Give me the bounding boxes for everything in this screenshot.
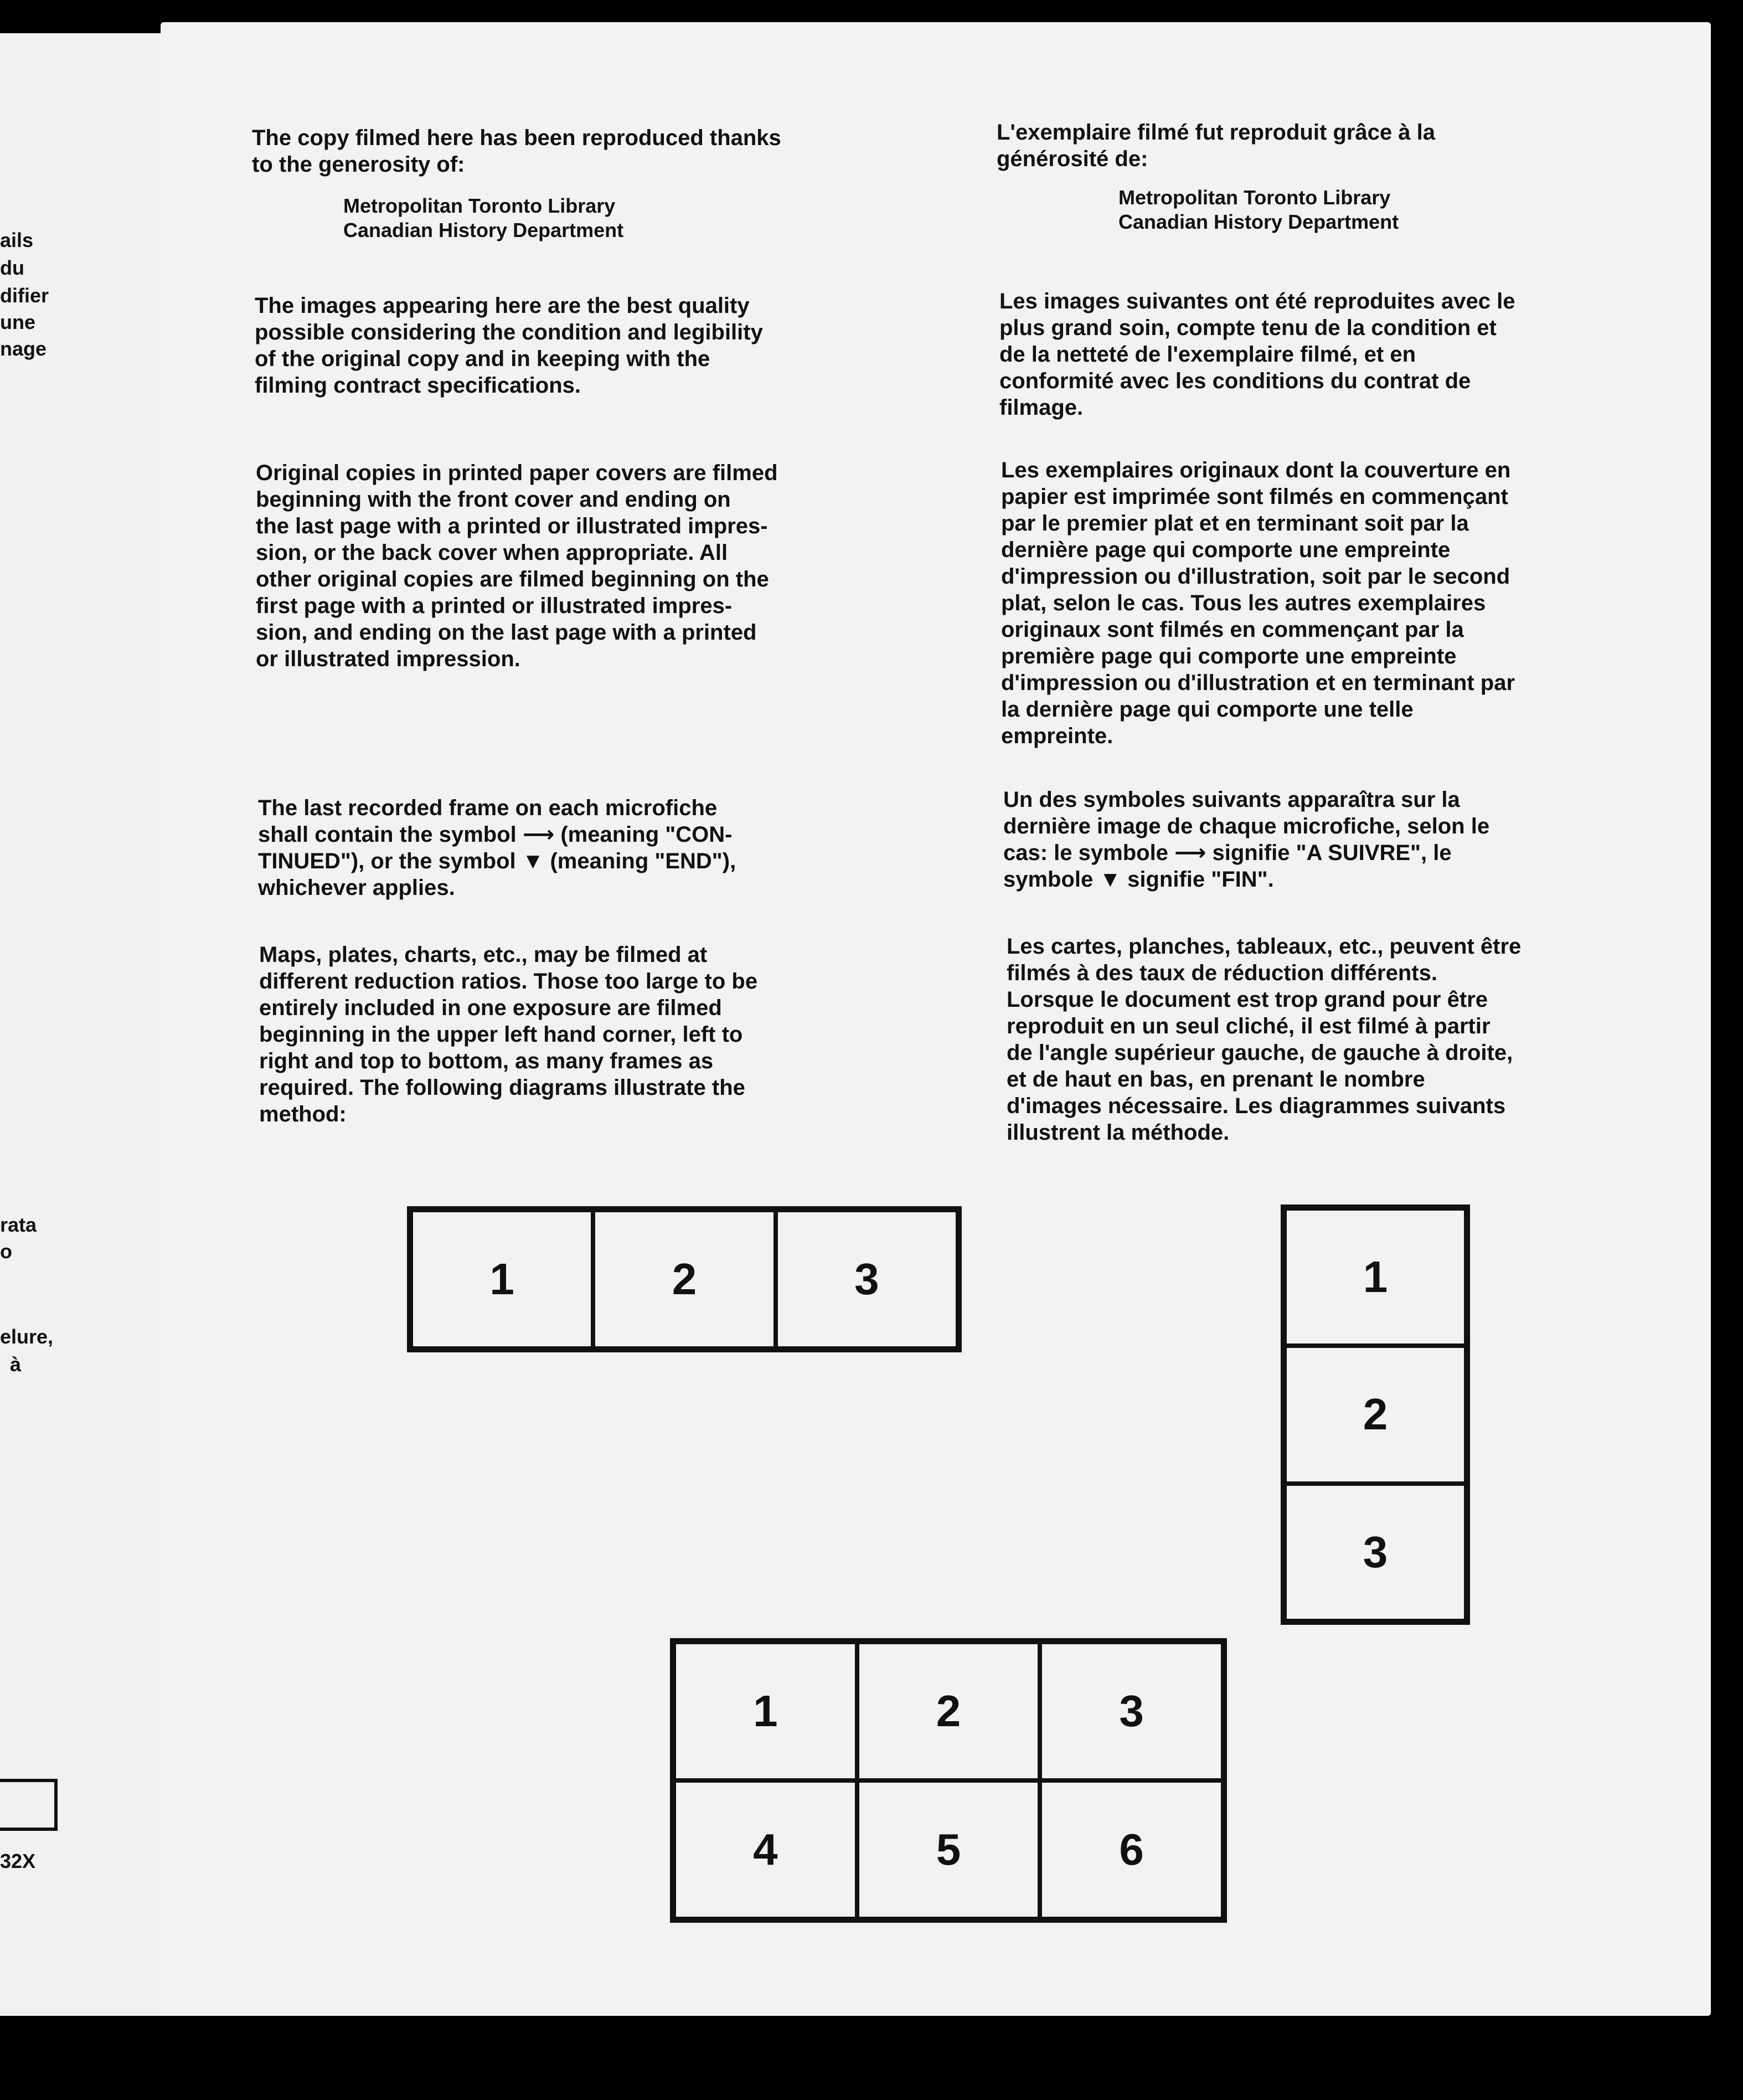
fragment-line: rata [0,1213,37,1236]
horizontal-frames-diagram [407,1206,962,1352]
french-maps-paragraph [1007,933,1643,1146]
fragment-line: difier [0,284,49,307]
frame-number: 3 [1119,1686,1144,1736]
library-department: Canadian History Department [343,219,624,241]
credit-intro-text: L'exemplaire filmé fut reproduit grâce à la générosité de: [997,120,1435,171]
frame-cell [1285,1208,1466,1346]
left-page-fragment [0,33,178,2016]
frame-cell [776,1210,958,1348]
frame-cell [857,1642,1040,1780]
credit-intro-text: The copy filmed here has been reproduced thanks to the generosity of: [252,126,781,177]
french-library-block [1118,186,1506,234]
fragment-box [0,1779,58,1831]
grid-frames-diagram [670,1638,1227,1923]
fragment-line: à [10,1353,22,1376]
vertical-frames-diagram [1281,1205,1470,1625]
frame-number: 3 [854,1254,879,1304]
frame-number: 2 [672,1254,697,1304]
english-credit-intro [252,125,889,178]
reduction-label: 32X [0,1850,36,1872]
frame-cell [857,1780,1040,1919]
paragraph-text: Maps, plates, charts, etc., may be filmed at different reduction ratios. Those too large to be entirely included in one exposure are filmed beginning in the upper left hand corner, left to right and top to bottom, as many frames as required. The following diagrams illustrate the method: [259,943,758,1126]
paragraph-text: Les cartes, planches, tableaux, etc., peuvent être filmés à des taux de réduction différents. Lorsque le document est trop grand pour être reproduit en un seul cliché, il est filmé à partir de l'angle supérieur gauche, de gauche à droite, et de haut en bas, en prenant le nombre d'images nécessaire. Les diagrammes suivants illustrent la méthode. [1007,934,1522,1145]
paragraph-text: Un des symboles suivants apparaîtra sur la dernière image de chaque microfiche, selon le cas: le symbole ⟶ signifie "A SUIVRE", le symbole ▼ signifie "FIN". [1003,787,1490,892]
frame-number: 5 [936,1825,961,1874]
library-department: Canadian History Department [1118,210,1399,233]
french-credit-intro [997,119,1633,172]
library-name: Metropolitan Toronto Library [343,194,616,217]
french-symbols-paragraph [1003,786,1640,893]
paragraph-text: Les images suivantes ont été reproduites avec le plus grand soin, compte tenu de la condition et de la netteté de l'exemplaire filmé, et en conformité avec les conditions du contrat de filmage. [999,289,1515,420]
fragment-line: nage [0,337,47,360]
french-originals-paragraph [1001,457,1638,749]
english-symbols-paragraph [258,795,895,901]
frame-cell [411,1210,593,1348]
english-library-block [343,194,731,243]
paragraph-text: Original copies in printed paper covers are filmed beginning with the front cover and ending on the last page with a printed or illustrated impres- sion, or the back cover when appropriate. All other original copies are filmed beginning on the first page with a printed or illustrated impres- sion, and ending on the last page with a printed or illustrated impression. [256,461,778,671]
fragment-line: elure, [0,1325,54,1348]
frame-number: 1 [1363,1252,1388,1302]
frame-cell [593,1210,775,1348]
frame-number: 2 [936,1686,961,1736]
frame-cell [674,1642,857,1780]
frame-cell [674,1780,857,1919]
paragraph-text: Les exemplaires originaux dont la couverture en papier est imprimée sont filmés en commençant par le premier plat et en terminant soit par la dernière page qui comporte une empreinte d'impression ou d'illustration, soit par le second plat, selon le cas. Tous les autres exemplaires originaux sont filmés en commençant par la première page qui comporte une empreinte d'impression ou d'illustration et en terminant par la dernière page qui comporte une telle empreinte. [1001,458,1515,748]
frame-cell [1285,1346,1466,1483]
frame-number: 4 [753,1825,778,1874]
frame-cell [1040,1642,1223,1780]
library-name: Metropolitan Toronto Library [1118,186,1391,209]
fragment-line: ails [0,229,34,251]
paragraph-text: The last recorded frame on each microfiche shall contain the symbol ⟶ (meaning "CON- TINUED"), or the symbol ▼ (meaning "END"), whichever applies. [258,796,736,900]
frame-cell [1040,1780,1223,1919]
paragraph-text: The images appearing here are the best quality possible considering the condition and legibility of the original copy and in keeping with the filming contract specifications. [255,294,763,398]
fragment-line: o [0,1240,12,1263]
english-maps-paragraph [259,941,896,1128]
frame-cell [1285,1484,1466,1621]
fragment-line: une [0,311,36,333]
french-quality-paragraph [999,288,1636,421]
frame-number: 6 [1119,1825,1144,1874]
frame-number: 2 [1363,1389,1388,1439]
frame-number: 1 [489,1254,514,1304]
frame-number: 3 [1363,1527,1388,1577]
frame-number: 1 [753,1686,778,1736]
english-quality-paragraph [255,292,891,399]
fragment-line: du [0,256,24,279]
english-originals-paragraph [256,460,893,672]
